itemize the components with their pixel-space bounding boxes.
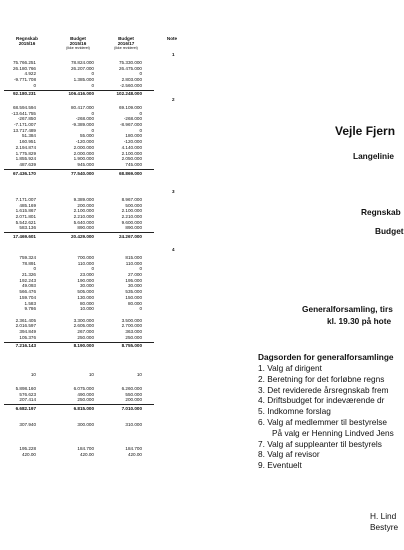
agenda-item: 8. Valg af revisor	[258, 449, 320, 460]
cover-page	[185, 0, 404, 550]
header-note: Note	[166, 36, 178, 41]
table-cell: 267.000	[77, 328, 94, 334]
table-cell: 110.000	[77, 260, 94, 266]
table-row	[0, 452, 185, 458]
table-cell: -7.171.007	[14, 122, 36, 128]
page-title: Vejle Fjern	[335, 124, 396, 138]
table-cell: 130.000	[77, 294, 94, 300]
table-cell: 0	[91, 266, 94, 272]
table-cell: 195.000	[125, 277, 142, 283]
table-cell: 80.000	[79, 300, 94, 306]
agenda-item: 5. Indkomne forslag	[258, 406, 331, 417]
table-cell: 6.075.000	[73, 386, 94, 391]
table-row	[0, 225, 185, 231]
total-cell: 77.540.000	[71, 170, 94, 176]
table-cell: 9.786	[24, 306, 36, 312]
signature-title: Bestyre	[370, 522, 399, 532]
meeting-line-2: kl. 19.30 på hote	[327, 316, 392, 326]
total-rule	[4, 90, 154, 91]
table-cell: 0	[33, 82, 36, 88]
signature-name: H. Lind	[370, 511, 397, 521]
table-cell: 1.775.829	[15, 150, 36, 156]
table-cell: 1.583	[24, 300, 36, 306]
table-cell: 0	[91, 71, 94, 77]
table-cell: 9.389.000	[73, 197, 94, 202]
table-cell: 2.000.000	[73, 144, 94, 150]
header-budget-1516: Budget 2015/16 (ikke revideret)	[66, 36, 90, 51]
table-section	[0, 372, 185, 378]
total-cell: 17.469.601	[13, 234, 36, 240]
table-cell: -2.560.000	[120, 82, 142, 88]
table-cell: 2.100.000	[73, 208, 94, 214]
table-section	[0, 97, 185, 176]
table-cell: 535.000	[125, 289, 142, 295]
table-cell: 10	[136, 372, 142, 377]
table-row	[0, 372, 185, 378]
table-cell: 26.180.766	[13, 65, 36, 71]
table-cell: 700.000	[77, 255, 94, 260]
table-cell: 207.414	[19, 397, 36, 403]
table-cell: 2.700.000	[121, 323, 142, 329]
table-cell: 80.000	[127, 300, 142, 306]
table-cell: 2.016.597	[15, 323, 36, 329]
table-cell: 1.855.924	[15, 156, 36, 162]
header-regnskab: Regnskab 2015/16	[16, 36, 38, 47]
table-cell: 420.00	[79, 451, 94, 457]
header-budget-1617: Budget 2016/17 (ikke revideret)	[114, 36, 138, 51]
table-cell: 583.136	[19, 225, 36, 231]
table-section	[0, 247, 185, 349]
total-cell: 7.216.143	[15, 343, 36, 349]
table-cell: 6.260.000	[121, 386, 142, 391]
table-cell: 10	[88, 372, 94, 377]
table-cell: 0	[139, 306, 142, 312]
table-section	[0, 386, 185, 412]
table-cell: 69.109.000	[119, 105, 142, 110]
financial-table	[0, 0, 185, 550]
total-cell: 20.429.000	[71, 234, 94, 240]
table-cell: 500.000	[125, 202, 142, 208]
table-cell: 1.615.867	[15, 208, 36, 214]
table-cell: 0	[139, 110, 142, 116]
table-cell: 576.623	[19, 391, 36, 397]
table-cell: 250.000	[125, 334, 142, 340]
table-cell: 1.385.000	[73, 77, 94, 83]
table-cell: 10	[30, 372, 36, 377]
table-cell: 192.243	[19, 277, 36, 283]
table-cell: -267.850	[17, 116, 36, 122]
total-cell: 24.267.000	[119, 234, 142, 240]
note-number: 1	[172, 52, 175, 57]
table-cell: -268.000	[123, 116, 142, 122]
table-cell: 26.475.000	[119, 65, 142, 71]
table-cell: 78.824.000	[71, 60, 94, 65]
agenda-item: 3. Det reviderede årsregnskab frem	[258, 384, 389, 395]
table-cell: 160.951	[19, 139, 36, 145]
table-cell: 30.000	[127, 283, 142, 289]
table-cell: -8.967.000	[120, 122, 142, 128]
table-cell: -120.000	[123, 139, 142, 145]
table-section	[0, 189, 185, 240]
total-cell: 6.682.197	[15, 406, 36, 412]
table-cell: 0	[33, 266, 36, 272]
table-cell: 2.100.000	[121, 208, 142, 214]
total-cell: 8.190.000	[73, 343, 94, 349]
total-cell: 7.010.000	[121, 406, 142, 412]
table-cell: 8.967.000	[121, 197, 142, 202]
agenda-heading: Dagsorden for generalforsamlinge	[258, 352, 394, 362]
table-cell: 310.000	[125, 422, 142, 427]
total-row	[0, 234, 185, 240]
table-cell: 2.803.000	[121, 77, 142, 83]
table-cell: 195.228	[19, 446, 36, 451]
table-cell: 200.000	[125, 397, 142, 403]
total-rule	[4, 169, 154, 170]
table-cell: 190.000	[77, 277, 94, 283]
table-cell: 23.000	[79, 272, 94, 278]
table-cell: 3.500.000	[121, 317, 142, 323]
meeting-line-1: Generalforsamling, tirs	[302, 304, 393, 314]
total-cell: 68.869.000	[119, 170, 142, 176]
table-cell: 105.376	[19, 334, 36, 340]
table-cell: 7.171.007	[15, 197, 36, 202]
table-cell: 10.000	[79, 306, 94, 312]
agenda-item: 2. Beretning for det forløbne regns	[258, 373, 385, 384]
table-cell: 49.093	[21, 283, 36, 289]
table-cell: 4.922	[24, 71, 36, 77]
table-cell: 3.300.000	[73, 317, 94, 323]
table-cell: 490.000	[77, 391, 94, 397]
agenda-list	[258, 363, 394, 471]
table-cell: 890.000	[125, 225, 142, 231]
table-cell: 2.194.874	[15, 144, 36, 150]
total-cell: 92.180.231	[13, 91, 36, 97]
note-number: 4	[172, 247, 175, 252]
table-cell: 420.00	[21, 451, 36, 457]
table-cell: 487.639	[19, 161, 36, 167]
table-cell: 68.594.594	[13, 105, 36, 110]
table-cell: -13.641.755	[11, 110, 36, 116]
table-cell: 0	[139, 71, 142, 77]
table-cell: -9.771.708	[14, 77, 36, 83]
note-number: 3	[172, 189, 175, 194]
table-cell: 26.207.000	[71, 65, 94, 71]
table-row	[0, 162, 185, 168]
table-row	[0, 83, 185, 89]
table-cell: 0	[139, 266, 142, 272]
table-row	[0, 335, 185, 341]
table-cell: -120.000	[75, 139, 94, 145]
table-cell: 0	[91, 82, 94, 88]
table-cell: 5.542.621	[15, 219, 36, 225]
table-cell: 5.640.000	[73, 219, 94, 225]
table-cell: 945.000	[77, 161, 94, 167]
table-row	[0, 397, 185, 403]
table-cell: 566.476	[19, 289, 36, 295]
table-cell: 420.00	[127, 451, 142, 457]
table-cell: 2.361.405	[15, 317, 36, 323]
table-cell: 250.000	[77, 397, 94, 403]
table-cell: 2.100.000	[121, 150, 142, 156]
table-section	[0, 422, 185, 428]
total-cell: 67.436.170	[13, 170, 36, 176]
address: Langelinie	[353, 151, 395, 161]
table-cell: 150.000	[125, 294, 142, 300]
table-section	[0, 446, 185, 457]
table-cell: 2.071.801	[15, 214, 36, 220]
table-cell: 0	[91, 127, 94, 133]
table-cell: -9.389.000	[72, 122, 94, 128]
table-section	[0, 52, 185, 97]
total-row	[0, 343, 185, 349]
table-cell: 2.605.000	[73, 323, 94, 329]
table-cell: 300.000	[77, 422, 94, 427]
table-cell: 9.600.000	[121, 219, 142, 225]
regnskab-heading: Regnskab	[361, 207, 401, 217]
table-cell: 180.000	[125, 133, 142, 139]
agenda-item: 7. Valg af suppleanter til bestyrels	[258, 438, 382, 449]
table-cell: 1.900.000	[73, 156, 94, 162]
total-cell: 8.755.000	[121, 343, 142, 349]
total-rule	[4, 404, 154, 405]
table-cell: 2.210.000	[73, 214, 94, 220]
total-row	[0, 91, 185, 97]
table-cell: 745.000	[125, 161, 142, 167]
table-cell: 75.766.251	[13, 60, 36, 65]
table-cell: 759.324	[19, 255, 36, 260]
table-cell: 2.210.000	[121, 214, 142, 220]
total-rule	[4, 232, 154, 233]
total-cell: 106.416.000	[68, 91, 94, 97]
total-cell: 6.815.000	[73, 406, 94, 412]
table-cell: 0	[139, 127, 142, 133]
table-cell: 550.000	[125, 391, 142, 397]
table-cell: 159.704	[19, 294, 36, 300]
agenda-item: 6. Valg af medlemmer til bestyrelse	[258, 416, 387, 427]
table-cell: 110.000	[125, 260, 142, 266]
table-cell: -268.000	[75, 116, 94, 122]
table-cell: 51.384	[21, 133, 36, 139]
table-cell: 13.717.489	[13, 127, 36, 133]
table-cell: 307.940	[19, 422, 36, 427]
agenda-item: 1. Valg af dirigent	[258, 363, 322, 373]
table-cell: 200.000	[77, 202, 94, 208]
note-number: 2	[172, 97, 175, 102]
table-cell: 2.050.000	[121, 156, 142, 162]
table-row	[0, 422, 185, 428]
table-cell: 27.000	[127, 272, 142, 278]
table-cell: 5.898.160	[15, 386, 36, 391]
table-cell: 55.000	[79, 133, 94, 139]
budget-heading: Budget	[375, 226, 404, 236]
table-cell: 2.000.000	[73, 150, 94, 156]
table-cell: 505.000	[77, 289, 94, 295]
table-cell: 80.417.000	[71, 105, 94, 110]
table-cell: 30.000	[79, 283, 94, 289]
total-cell: 102.248.000	[116, 91, 142, 97]
table-cell: 75.330.000	[119, 60, 142, 65]
table-cell: 0	[91, 110, 94, 116]
table-cell: 394.849	[19, 328, 36, 334]
agenda-item: 9. Eventuelt	[258, 460, 302, 471]
table-cell: 363.000	[125, 328, 142, 334]
table-cell: 78.891	[21, 260, 36, 266]
table-cell: 184.700	[125, 446, 142, 451]
table-cell: 21.326	[21, 272, 36, 278]
total-row	[0, 406, 185, 412]
agenda-item: 4. Driftsbudget for indeværende dr	[258, 395, 385, 406]
agenda-item: På valg er Henning Lindved Jens	[272, 427, 394, 438]
table-cell: 890.000	[77, 225, 94, 231]
table-cell: 485.169	[19, 202, 36, 208]
table-cell: 184.700	[77, 446, 94, 451]
table-cell: 4.140.000	[121, 144, 142, 150]
table-cell: 815.000	[125, 255, 142, 260]
table-cell: 250.000	[77, 334, 94, 340]
total-row	[0, 171, 185, 177]
